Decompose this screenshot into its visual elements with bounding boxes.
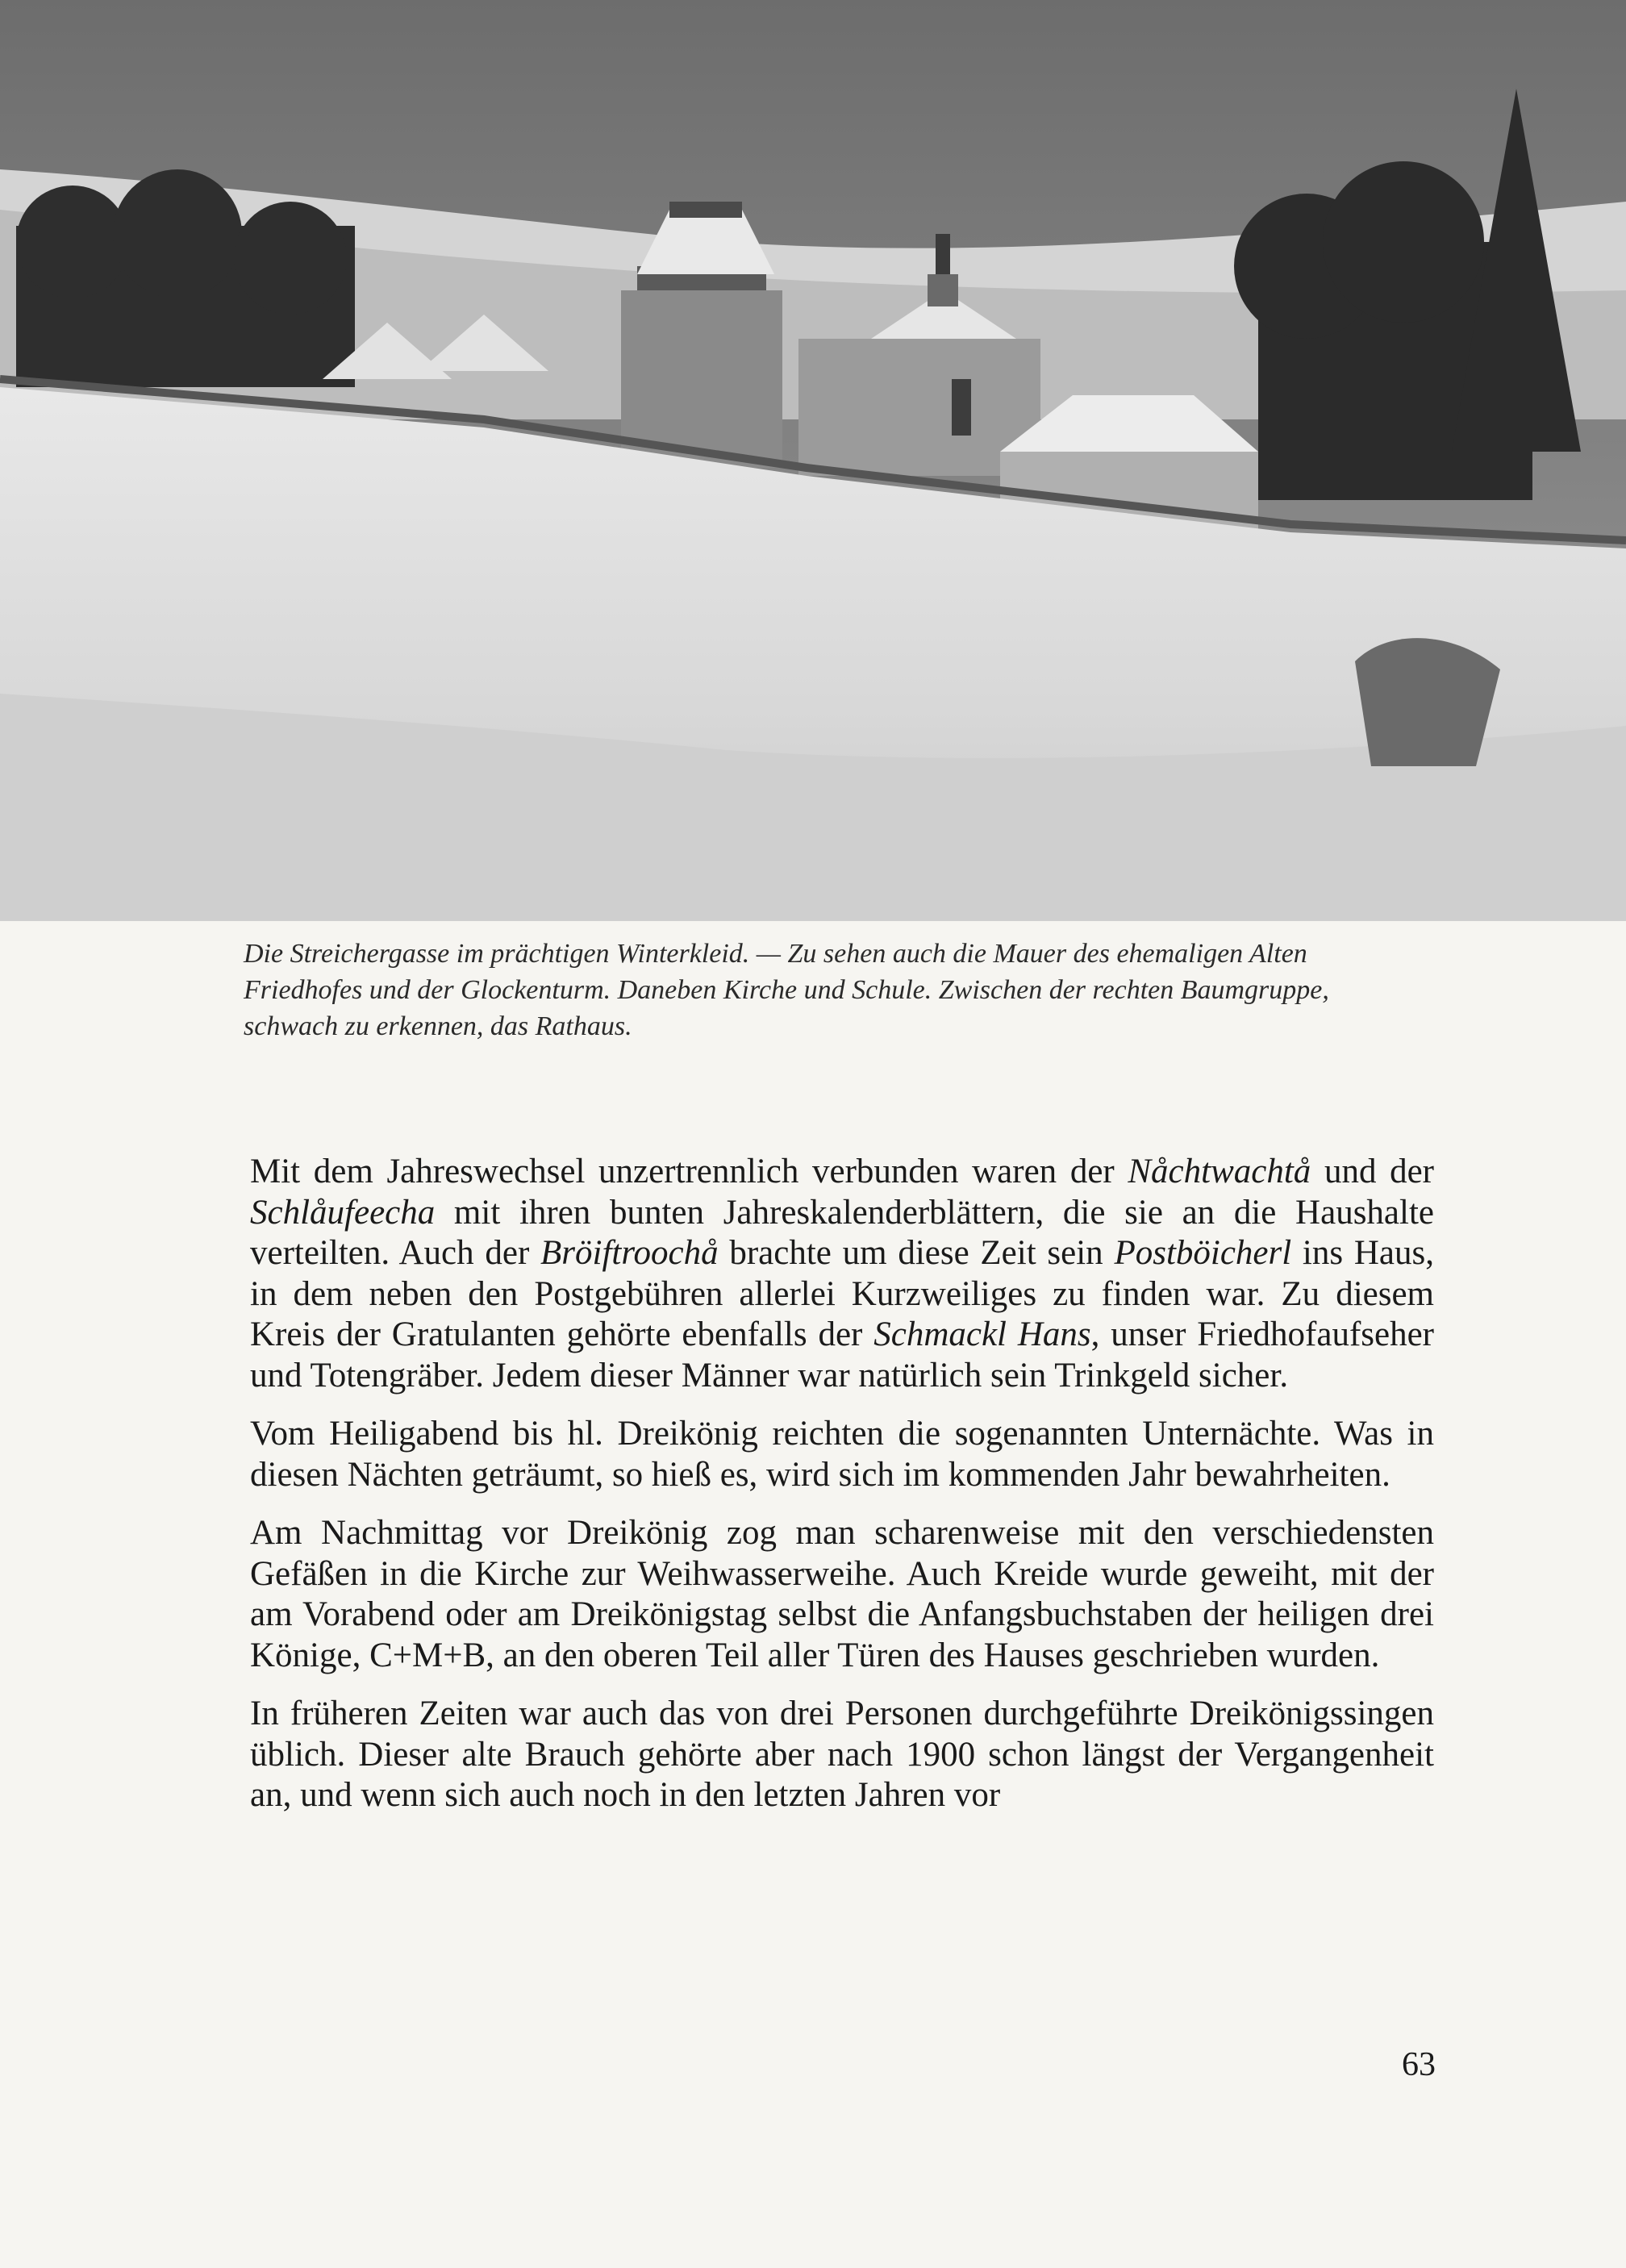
p1-italic-3: Bröiftroochå: [540, 1234, 719, 1272]
p1-text-4: brachte um diese Zeit sein: [718, 1234, 1115, 1272]
p1-text-6: , unser Friedhofaufseher und Totengräber. Jedem dieser Männer war natürlich sein Trinkgeld sicher.: [250, 1315, 1435, 1395]
caption-line-3: schwach zu erkennen, das Rathaus.: [244, 1011, 632, 1041]
winter-village-photo: [0, 0, 1626, 921]
p1-text-3: mit ihren bunten Jahreskalenderblättern, die sie an die Haushalte verteilten. Auch der: [250, 1193, 1434, 1272]
photo-caption: [244, 936, 1434, 1044]
paragraph-4: In früheren Zeiten war auch das von drei Personen durchgeführte Dreikönigssingen üblich. Dieser alte Brauch gehörte aber nach 1900 schon längst der Vergangenheit an, und wenn sich auch noch in den letzten Jahren vor: [250, 1695, 1434, 1814]
p1-text-5: ins Haus, in dem neben den Postgebühren allerlei Kurzweiliges zu finden war. Zu diesem Kreis der Gratulanten gehörte ebenfalls der: [250, 1234, 1434, 1353]
p1-text-2: und der: [1311, 1153, 1435, 1190]
paragraph-2: Vom Heiligabend bis hl. Dreikönig reichten die sogenannten Unternächte. Was in diesen Nächten geträumt, so hieß es, wird sich im kommenden Jahr bewahrheiten.: [250, 1415, 1434, 1494]
page-number: 63: [1402, 2046, 1436, 2083]
caption-line-2: Friedhofes und der Glockenturm. Daneben Kirche und Schule. Zwischen der rechten Baumgruppe,: [244, 975, 1329, 1005]
article-body: [250, 1152, 1434, 1834]
p1-italic-1: Nåchtwachtå: [1128, 1153, 1311, 1190]
p1-text-1: Mit dem Jahreswechsel unzertrennlich verbunden waren der: [250, 1153, 1128, 1190]
photo-illustration: [0, 0, 1626, 921]
p1-italic-5: Schmackl Hans: [873, 1315, 1091, 1353]
p1-italic-4: Postböicherl: [1114, 1234, 1292, 1272]
caption-line-1: Die Streichergasse im prächtigen Winterkleid. — Zu sehen auch die Mauer des ehemaligen Alten: [244, 939, 1307, 969]
paragraph-3: Am Nachmittag vor Dreikönig zog man scharenweise mit den verschiedensten Gefäßen in die Kirche zur Weihwasserweihe. Auch Kreide wurde geweiht, mit der am Vorabend oder am Dreikönigstag selbst die Anfangsbuchstaben der heiligen drei Könige, C+M+B, an den oberen Teil aller Türen des Hauses geschrieben wurden.: [250, 1514, 1434, 1674]
p1-italic-2: Schlåufeecha: [250, 1193, 436, 1232]
paragraph-1: [250, 1152, 1434, 1396]
